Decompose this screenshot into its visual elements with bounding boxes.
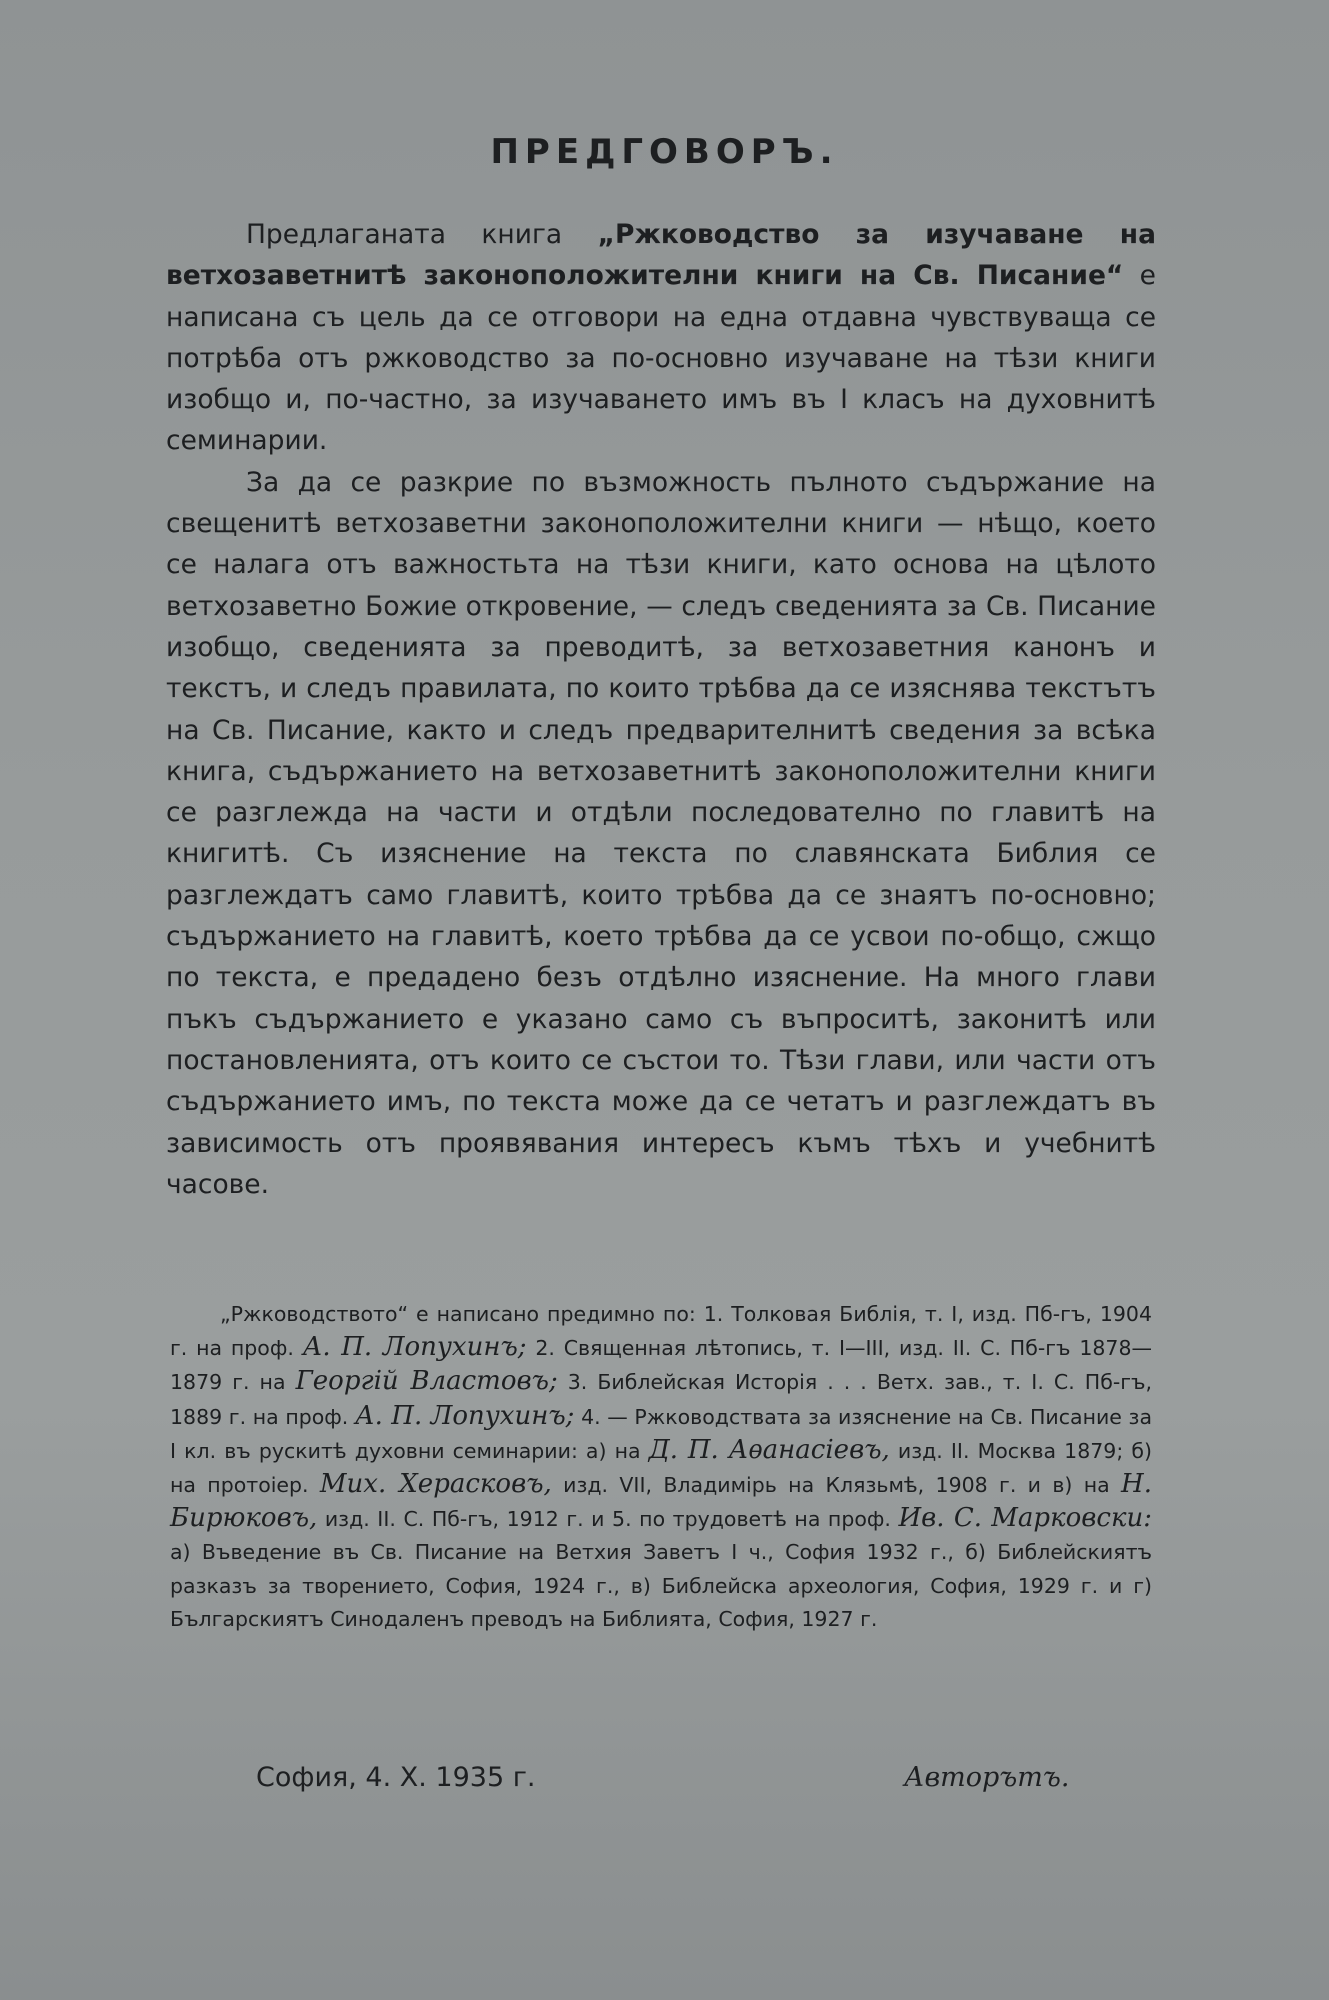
footnote-text-6: изд. VII, Владимірь на Клязьмѣ, 1908 г. и в) на — [551, 1473, 1122, 1498]
footnote-text-7: изд. II. С. Пб-гъ, 1912 г. и 5. по трудоветѣ на проф. — [317, 1507, 899, 1532]
footnote-author-4: Д. П. Аѳанасіевъ, — [648, 1434, 890, 1465]
page-title: ПРЕДГОВОРЪ. — [490, 132, 839, 172]
footnote-author-5: Мих. Херасковъ, — [319, 1469, 552, 1500]
book-title: „Ржководство за изучаване на ветхозаветнитѣ законоположителни книги на Св. Писание“ — [166, 219, 1156, 292]
footnote-author-2: Георгій Властовъ; — [295, 1366, 558, 1397]
footnote-author-1: А. П. Лопухинъ; — [302, 1332, 527, 1363]
footnote-text-8: а) Въведение въ Св. Писание на Ветхия Заветъ I ч., София 1932 г., б) Библейскиятъ разказъ за творението, София, 1924 г., в) Библейска археология, София, 1929 г. и г) Българскиятъ Синодаленъ преводъ на Библията, София, 1927 г. — [170, 1540, 1152, 1631]
footnote-author-7: Ив. С. Марковски: — [898, 1503, 1152, 1534]
paragraph-1-intro: Предлаганата книга — [246, 219, 598, 250]
footnote-text-4: 4. — Ржководствата за изяснение на Св. Писание за I кл. въ рускитѣ духовни семинарии: а) на — [170, 1404, 1152, 1463]
footnote — [170, 1298, 1152, 1636]
preface-body — [166, 214, 1156, 1205]
author-signature: Авторътъ. — [904, 1762, 1070, 1793]
place-date: София, 4. X. 1935 г. — [256, 1762, 536, 1793]
footnote-text-3: 3. Библейская Исторія . . . Ветх. зав., т. I. С. Пб-гъ, 1889 г. на проф. — [170, 1370, 1153, 1429]
paragraph-1-text: е написана съ цель да се отговори на една отдавна чувствуваща се потрѣба отъ ржководство за по-основно изучаване на тѣзи книги изобщо и, по-частно, за изучаването имъ въ I класъ на духовнитѣ семинарии. — [166, 260, 1156, 457]
footnote-text-1: „Ржководството“ е написано предимно по: 1. Толковая Библія, т. I, изд. Пб-гъ, 1904 г. на проф. — [170, 1302, 1152, 1361]
paragraph-2: За да се разкрие по възможность пълното съдържание на свещенитѣ ветхозаветни законоположителни книги — нѣщо, което се налага отъ важностьта на тѣзи книги, като основа на цѣлото ветхозаветно Божие откровение, — следъ сведенията за Св. Писание изобщо, сведенията за преводитѣ, за ветхозаветния канонъ и текстъ, и следъ правилата, по които трѣбва да се изяснява текстътъ на Св. Писание, както и следъ предварителнитѣ сведения за всѣка книга, съдържанието на ветхозаветнитѣ законоположителни книги се разглежда на части и отдѣли последователно по главитѣ на книгитѣ. Съ изяснение на текста по славянската Библия се разглеждатъ само главитѣ, които трѣбва да се знаятъ по-основно; съдържанието на главитѣ, което трѣбва да се усвои по-общо, сжщо по текста, е предадено безъ отдѣлно изяснение. На много глави пъкъ съдържанието е указано само съ въпроситѣ, законитѣ или постановленията, отъ които се състои то. Тѣзи глави, или части отъ съдържанието имъ, по текста може да се четатъ и разглеждатъ въ зависимость отъ проявявания интересъ къмъ тѣхъ и учебнитѣ часове. — [166, 466, 1156, 1200]
footnote-text-5: изд. II. Москва 1879; б) на протоіер. — [170, 1438, 1152, 1498]
footnote-text-2: 2. Священная лѣтопись, т. I—III, изд. II. С. Пб-гъ 1878—1879 г. на — [170, 1336, 1152, 1395]
paragraph-1 — [166, 214, 1156, 462]
footnote-author-3: А. П. Лопухинъ; — [354, 1400, 575, 1431]
footnote-author-6: Н. Бирюковъ, — [170, 1469, 1152, 1534]
